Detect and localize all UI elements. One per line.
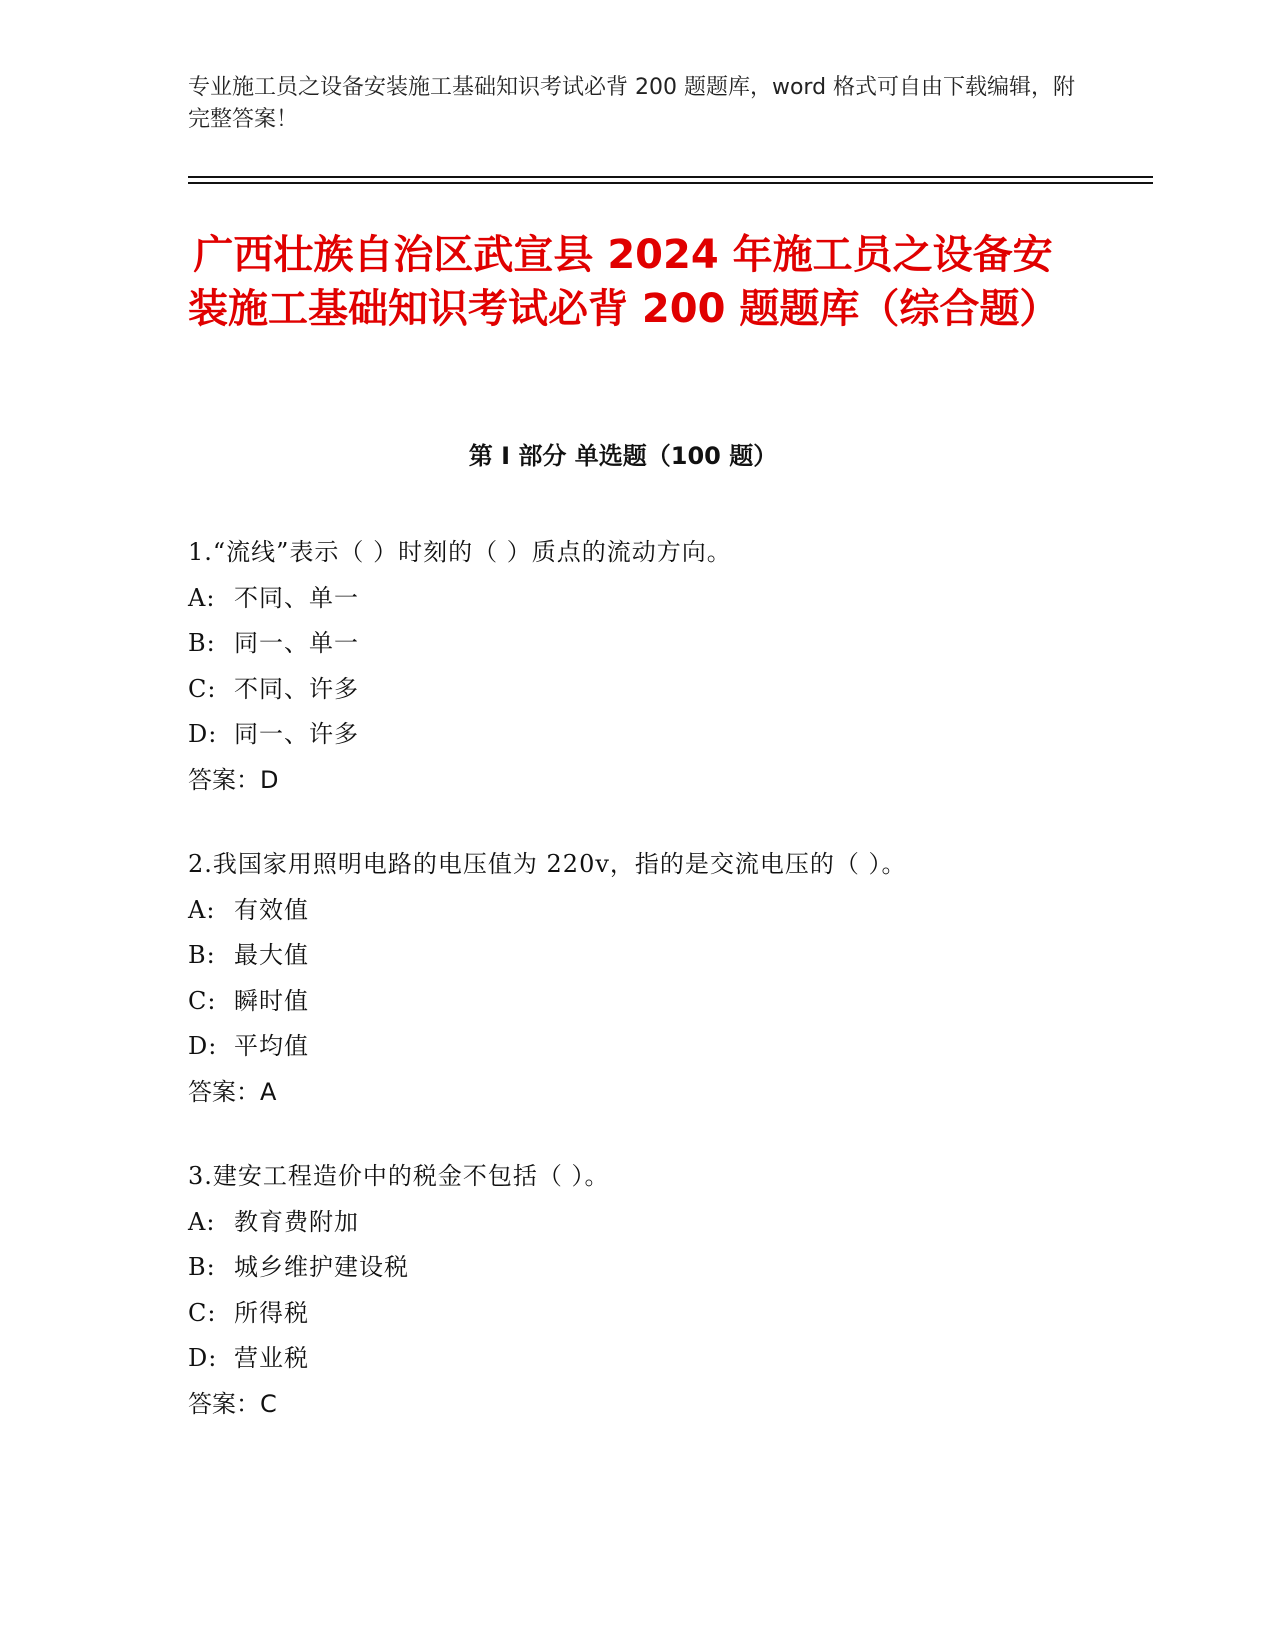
header-note: 专业施工员之设备安装施工基础知识考试必背 200 题题库，word 格式可自由下载编辑，附完整答案！: [188, 75, 1076, 132]
header-divider-bottom: [188, 182, 1153, 184]
question-stem: 3.建安工程造价中的税金不包括（ ）。: [188, 1162, 610, 1190]
answer-line: 答案：C: [188, 1389, 277, 1418]
document-title: 广西壮族自治区武宣县 2024 年施工员之设备安装施工基础知识考试必背 200 题题库（综合题）: [188, 232, 1060, 332]
option-d: [188, 1336, 1138, 1382]
option-key: C:: [188, 1298, 217, 1327]
option-key: B:: [188, 941, 216, 969]
option-key: D:: [188, 720, 218, 748]
answer-line: 答案：A: [188, 1077, 277, 1106]
option-text: 不同、许多: [234, 674, 359, 703]
option-key: A:: [188, 895, 216, 924]
option-a: [188, 1200, 1138, 1246]
option-text: 城乡维护建设税: [234, 1253, 409, 1281]
option-c: [188, 667, 1138, 713]
option-text: 有效值: [234, 895, 309, 924]
option-key: B:: [188, 1253, 216, 1281]
question-stem: 1.“流线”表示（ ）时刻的（ ）质点的流动方向。: [188, 538, 732, 566]
option-b: [188, 621, 1138, 667]
option-c: [188, 979, 1138, 1025]
question-item: [188, 530, 1138, 803]
option-c: [188, 1291, 1138, 1337]
option-key: D:: [188, 1344, 218, 1372]
option-text: 不同、单一: [234, 583, 359, 612]
option-text: 营业税: [234, 1344, 309, 1372]
question-item: [188, 842, 1138, 1115]
question-list: [188, 530, 1138, 1466]
option-key: C:: [188, 986, 217, 1015]
option-key: B:: [188, 629, 216, 657]
section-title: 第 I 部分 单选题（100 题）: [468, 442, 778, 470]
option-text: 同一、单一: [234, 629, 359, 657]
option-text: 教育费附加: [234, 1207, 359, 1236]
option-d: [188, 712, 1138, 758]
option-a: [188, 576, 1138, 622]
answer-line: 答案：D: [188, 765, 279, 794]
option-key: D:: [188, 1032, 218, 1060]
option-key: A:: [188, 583, 216, 612]
option-d: [188, 1024, 1138, 1070]
option-b: [188, 1245, 1138, 1291]
option-key: C:: [188, 674, 217, 703]
option-text: 瞬时值: [234, 986, 309, 1015]
option-a: [188, 888, 1138, 934]
option-text: 所得税: [234, 1298, 309, 1327]
question-item: [188, 1154, 1138, 1427]
header-divider-top: [188, 176, 1153, 178]
option-text: 最大值: [234, 941, 309, 969]
option-b: [188, 933, 1138, 979]
option-text: 平均值: [234, 1032, 309, 1060]
option-text: 同一、许多: [234, 720, 359, 748]
question-stem: 2.我国家用照明电路的电压值为 220v，指的是交流电压的（ ）。: [188, 850, 907, 878]
option-key: A:: [188, 1207, 216, 1236]
